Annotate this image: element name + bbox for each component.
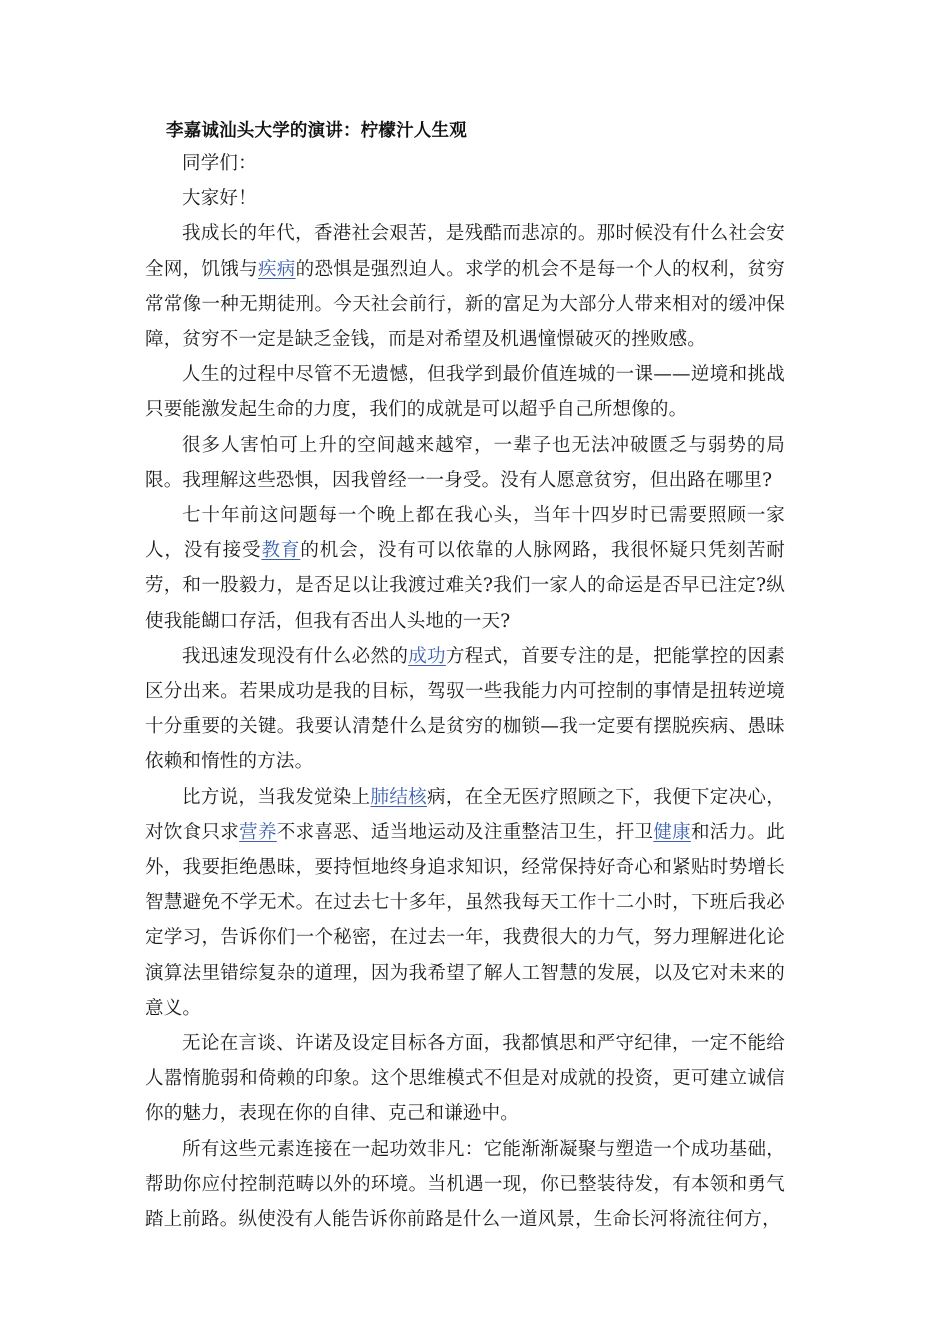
paragraph-text: 很多人害怕可上升的空间越来越窄，一辈子也无法冲破匮乏与弱势的局限。我理解这些恐惧，因我曾经一一身受。没有人愿意贫穷，但出路在哪里? <box>145 434 785 491</box>
paragraph-text: 我迅速发现没有什么必然的 <box>182 645 409 667</box>
paragraph-text: 我成长的年代，香港社会艰苦，是残酷而悲凉的。那时候没有什么社会安全网，饥饿与 <box>145 223 785 280</box>
paragraph-text: 不求喜恶、适当地运动及注重整洁卫生，扞卫 <box>276 821 654 843</box>
paragraph-text: 同学们： <box>182 153 257 174</box>
hyperlink[interactable]: 教育 <box>261 540 301 562</box>
paragraph-list <box>145 146 785 1237</box>
paragraph-text: 病，在全无医疗照顾之下，我便下定决心，对饮食只求 <box>145 786 785 843</box>
body-paragraph <box>145 1026 785 1132</box>
paragraph-text: 大家好！ <box>182 188 257 210</box>
paragraph-text: 和活力。此外，我要拒绝愚昧，要持恒地终身追求知识，经常保持好奇心和紧贴时势增长智慧避免不学无术。在过去七十多年，虽然我每天工作十二小时，下班后我必定学习，告诉你们一个秘密，在过去一年，我费很大的力气，努力理解进化论演算法里错综复杂的道理，因为我希望了解人工智慧的发展，以及它对未来的意义。 <box>145 821 785 1019</box>
salutation-line <box>145 181 785 216</box>
paragraph-text: 比方说，当我发觉染上 <box>182 786 371 808</box>
body-paragraph <box>145 780 785 1026</box>
hyperlink[interactable]: 疾病 <box>257 258 296 280</box>
paragraph-text: 人生的过程中尽管不无遗憾，但我学到最价值连城的一课——逆境和挑战只要能激发起生命的力度，我们的成就是可以超乎自己所想像的。 <box>145 364 785 421</box>
document-body <box>145 116 785 1237</box>
hyperlink[interactable]: 健康 <box>653 821 691 843</box>
body-paragraph <box>145 639 785 780</box>
body-paragraph <box>145 1132 785 1238</box>
body-paragraph <box>145 428 785 498</box>
paragraph-text: 所有这些元素连接在一起功效非凡：它能渐渐凝聚与塑造一个成功基础，帮助你应付控制范畴以外的环境。当机遇一现，你已整装待发，有本领和勇气踏上前路。纵使没有人能告诉你前路是什么一道风景，生命长河将流往何方， <box>145 1138 785 1231</box>
document-title: 李嘉诚汕头大学的演讲：柠檬汁人生观 <box>166 121 467 141</box>
body-paragraph <box>145 498 785 639</box>
body-paragraph <box>145 216 785 357</box>
paragraph-text: 无论在言谈、许诺及设定目标各方面，我都慎思和严守纪律，一定不能给人嚣惰脆弱和倚赖的印象。这个思维模式不但是对成就的投资，更可建立诚信你的魅力，表现在你的自律、克己和谦逊中。 <box>145 1033 785 1125</box>
body-paragraph <box>145 357 785 427</box>
paragraph-text: 的机会，没有可以依靠的人脉网路，我很怀疑只凭刻苦耐劳，和一股毅力，是否足以让我渡过难关?我们一家人的命运是否早已注定?纵使我能餬口存活，但我有否出人头地的一天? <box>145 540 786 632</box>
hyperlink[interactable]: 肺结核 <box>370 786 428 808</box>
paragraph-text: 七十年前这问题每一个晚上都在我心头，当年十四岁时已需要照顾一家人，没有接受 <box>145 505 785 562</box>
hyperlink[interactable]: 成功 <box>408 645 446 667</box>
paragraph-text: 的恐惧是强烈迫人。求学的机会不是每一个人的权利，贫穷常常像一种无期徒刑。今天社会前行，新的富足为大部分人带来相对的缓冲保障，贫穷不一定是缺乏金钱，而是对希望及机遇憧憬破灭的挫败感。 <box>145 258 785 351</box>
salutation-line <box>145 146 785 181</box>
hyperlink[interactable]: 营养 <box>239 821 277 843</box>
paragraph-text: 方程式，首要专注的是，把能掌控的因素区分出来。若果成功是我的目标，驾驭一些我能力内可控制的事情是扭转逆境十分重要的关键。我要认清楚什么是贫穷的枷锁—我一定要有摆脱疾病、愚昧依赖和惰性的方法。 <box>145 645 786 773</box>
